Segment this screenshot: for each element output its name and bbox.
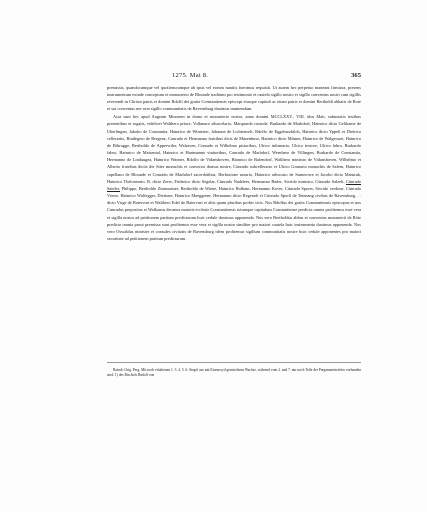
footnote-text: Baindt. Orig. Perg. Mit noch erhaltenen 1. 3. 4. 5. 6. Siegel aus mit Eisenoxyd gemischtem Wachse, während vom 2. und 7. nur noch Teile der Pergamentstreifen vorhanden sind: 1) des Bischofs Rudolf von <box>107 368 361 378</box>
paragraph-2-part-a: Acta sunt hec apud Augeam Minorem in domo et monasterio nostro, anno domini MCCLXXV., VIII. idus Maii, subnotatis testibus presentibus et rogatis, videlicet Walthero priore, Volkmaro siluscelario, Marquardo custode, Burkardo de Marhdorf, Hainrico dicto Geltkame de Uberlingen, Jakobo de Constantia, Hainrico de Winterter, Johanne de Lichtenvelt, Rdolfo de Eggeharzkilch, Hainrico dicto Yppeli et Dietrico cellerariis, Riudegero de Bregenz, Conrado et Hermanno fratribus dicis de Mäzenbuse, Hainrico dicto Mömer, Hainrico de Walgerarzi, Hainrico de Bibrugge, Bertholdo de Apprewiler, Walraven, Conrado et Wilhelmo pistoribus, Ulrico infirmario, Ulrico textore, Ulrico fabro, Burkardo fabro, Hainrico de Maisental, Hainrico et Hartmanno vinitoribus, Conrado de Marhdorf, Wernhero de Villingen, Burkardo de Constantia, Hermanno de Lindaugea, Hainrico Wanner, Rdolfo de Vidanshoven, Hainrico de Bafendorf, Walthero ministro de Vidanshoven, Wilhelmo et Alberto fratribus dictis die Stier monachis et conversis domus nostre, Cünrado subcellerario et Ulrico Granario monachis de Salem, Hainrico capellano de Blounde et Conrado de Marhdorf sacerdotibus, Herbortone notario, Hainrico advocato de Sumerowe et Jacobo dicto Manstuk, Hainrico Theloneario, B. dicto Zerer, Friderico dicto Segelar, Cünrado Nadeleer, Hermanno Bader, Sivrido ministro, Cünrado Salzeli, <box>107 114 361 184</box>
page-header-date: 1275. Mai 8. <box>172 72 209 79</box>
page-number: 365 <box>351 72 361 79</box>
document-body <box>107 84 361 242</box>
paragraph-1: premissis, quandocumque vel quotienscumque ab ipsis vel eorum nuntiis fuerimus requisiti. Ut autem hec perpetuo maneant firmiora, presens instrumentum exinde conceptum et monasterio de Blounde traditum pro testimonio et cautela sigillo nostro et sigillo conventus nostri cum sigillis reverendi in Christo patris et domini Rdolfi dei gratia Constantiensis episcopi eiusque capituli ac etiam patris et domini Bertholdi abbatis de Rote et sui conventus nec non sigillo communitatis de Ravensburg duximus muniendum. <box>107 85 361 112</box>
footnote-divider <box>107 362 361 363</box>
page-header <box>107 72 361 82</box>
underlined-name: Cünrado Sateler, <box>107 178 361 191</box>
footnote <box>107 368 361 379</box>
paragraph-2-part-b: Philippo, Bertholdo Zinsmaister, Bertholdo de Wiene, Hainrico Holbain, Hermanno Kever, Cünrado Sporer, Sivrido cerdone, Cünrado Vriese, Hainrico Wolfegger, Diettone, Hainrico Maeggener, Hermanno dicto Regenolt et Cünrado Sporli de Tetenang civibus de Ravensburg, . . dicto Vrige de Baiervurt et Walthero Edel de Baiervurt et aliis quam pluribus probis viris. Nos Rdolfus dei gratia Constantiensis episcopus et nos Cunradus prepositus et Walkonus decanus maioris ecclesie Constantiensis totumque capitulum Constantiense predicta omnia profitemur esse vera et sigilla nostra ad petitionem partium predictarum huic cedule duximus apponenda. Nos vero Bertholdus abbas et conventus monasterii de Röte predicta omnia prout premissa sunt profitemur esse vera et sigilla nostra similiter pro maiori cautela huic instrumento duximus apponenda. Nos vero Oswaldus minister et consules civitatis de Ravensburg idem profitemur sigillum communitatis nostre huic cedule apponentes pro maiori securitate ad petitionem partium predictarum. <box>107 185 361 241</box>
paragraph-2 <box>107 113 361 242</box>
